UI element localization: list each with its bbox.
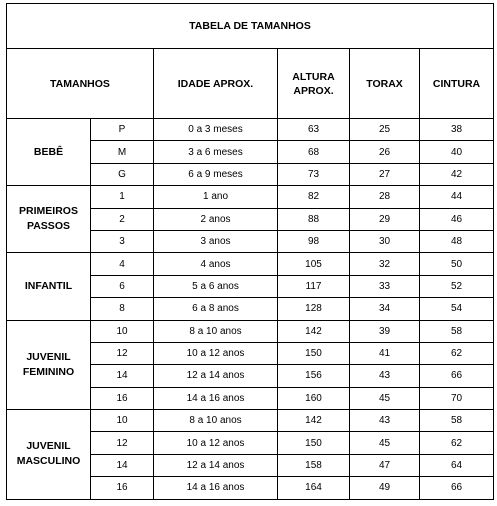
chest-cell: 49	[350, 477, 420, 499]
size-cell: 16	[91, 477, 154, 499]
age-cell: 6 a 9 meses	[154, 163, 278, 185]
group-name-line1: JUVENIL	[26, 440, 71, 453]
group-name-line1: PRIMEIROS	[19, 205, 78, 218]
size-cell: 10	[91, 410, 154, 432]
waist-cell: 62	[420, 432, 494, 454]
size-cell: P	[91, 119, 154, 141]
height-cell: 164	[278, 477, 350, 499]
header-cintura: CINTURA	[420, 49, 494, 119]
chest-cell: 39	[350, 320, 420, 342]
size-cell: 14	[91, 365, 154, 387]
header-tamanhos: TAMANHOS	[7, 49, 154, 119]
size-cell: 3	[91, 230, 154, 252]
header-altura-line2: APROX.	[293, 84, 334, 97]
size-cell: 12	[91, 342, 154, 364]
height-cell: 82	[278, 186, 350, 208]
header-idade: IDADE APROX.	[154, 49, 278, 119]
chest-cell: 43	[350, 365, 420, 387]
header-torax: TORAX	[350, 49, 420, 119]
waist-cell: 64	[420, 454, 494, 476]
size-table	[6, 3, 494, 500]
size-cell: 16	[91, 387, 154, 409]
waist-cell: 40	[420, 141, 494, 163]
group-name-cell	[7, 186, 91, 253]
table-row	[7, 119, 494, 141]
height-cell: 142	[278, 410, 350, 432]
group-name-cell	[7, 253, 91, 320]
chest-cell: 27	[350, 163, 420, 185]
group-name-cell	[7, 320, 91, 410]
height-cell: 117	[278, 275, 350, 297]
age-cell: 8 a 10 anos	[154, 320, 278, 342]
height-cell: 158	[278, 454, 350, 476]
chest-cell: 26	[350, 141, 420, 163]
size-cell: 14	[91, 454, 154, 476]
chest-cell: 45	[350, 387, 420, 409]
age-cell: 4 anos	[154, 253, 278, 275]
age-cell: 14 a 16 anos	[154, 477, 278, 499]
group-name-line2: PASSOS	[27, 220, 70, 233]
height-cell: 150	[278, 432, 350, 454]
header-altura	[278, 49, 350, 119]
table-row	[7, 320, 494, 342]
waist-cell: 50	[420, 253, 494, 275]
waist-cell: 42	[420, 163, 494, 185]
age-cell: 5 a 6 anos	[154, 275, 278, 297]
group-name-line1: JUVENIL	[26, 350, 71, 363]
waist-cell: 62	[420, 342, 494, 364]
title-row	[7, 4, 494, 49]
group-name-line2: FEMININO	[22, 365, 75, 378]
size-cell: 4	[91, 253, 154, 275]
waist-cell: 70	[420, 387, 494, 409]
waist-cell: 58	[420, 410, 494, 432]
group-name-line1: INFANTIL	[24, 279, 73, 292]
age-cell: 0 a 3 meses	[154, 119, 278, 141]
chest-cell: 45	[350, 432, 420, 454]
chest-cell: 30	[350, 230, 420, 252]
height-cell: 63	[278, 119, 350, 141]
table-row	[7, 410, 494, 432]
age-cell: 3 anos	[154, 230, 278, 252]
chest-cell: 34	[350, 298, 420, 320]
waist-cell: 52	[420, 275, 494, 297]
chest-cell: 41	[350, 342, 420, 364]
height-cell: 160	[278, 387, 350, 409]
chest-cell: 33	[350, 275, 420, 297]
group-name-cell	[7, 410, 91, 500]
height-cell: 105	[278, 253, 350, 275]
height-cell: 88	[278, 208, 350, 230]
waist-cell: 66	[420, 477, 494, 499]
height-cell: 150	[278, 342, 350, 364]
waist-cell: 44	[420, 186, 494, 208]
header-row	[7, 49, 494, 119]
waist-cell: 66	[420, 365, 494, 387]
size-cell: 12	[91, 432, 154, 454]
size-cell: 6	[91, 275, 154, 297]
height-cell: 73	[278, 163, 350, 185]
chest-cell: 28	[350, 186, 420, 208]
chest-cell: 43	[350, 410, 420, 432]
waist-cell: 46	[420, 208, 494, 230]
age-cell: 10 a 12 anos	[154, 432, 278, 454]
table-body	[7, 4, 494, 500]
age-cell: 14 a 16 anos	[154, 387, 278, 409]
size-cell: 8	[91, 298, 154, 320]
size-cell: M	[91, 141, 154, 163]
waist-cell: 38	[420, 119, 494, 141]
table-row	[7, 253, 494, 275]
size-cell: 10	[91, 320, 154, 342]
height-cell: 156	[278, 365, 350, 387]
height-cell: 128	[278, 298, 350, 320]
table-row	[7, 186, 494, 208]
group-name-cell	[7, 119, 91, 186]
group-name-line2: MASCULINO	[16, 455, 81, 468]
age-cell: 12 a 14 anos	[154, 365, 278, 387]
age-cell: 8 a 10 anos	[154, 410, 278, 432]
chest-cell: 32	[350, 253, 420, 275]
age-cell: 12 a 14 anos	[154, 454, 278, 476]
waist-cell: 58	[420, 320, 494, 342]
waist-cell: 54	[420, 298, 494, 320]
age-cell: 10 a 12 anos	[154, 342, 278, 364]
waist-cell: 48	[420, 230, 494, 252]
height-cell: 98	[278, 230, 350, 252]
table-title: TABELA DE TAMANHOS	[7, 4, 494, 49]
age-cell: 3 a 6 meses	[154, 141, 278, 163]
age-cell: 2 anos	[154, 208, 278, 230]
age-cell: 6 a 8 anos	[154, 298, 278, 320]
height-cell: 68	[278, 141, 350, 163]
chest-cell: 25	[350, 119, 420, 141]
chest-cell: 29	[350, 208, 420, 230]
size-cell: 1	[91, 186, 154, 208]
size-cell: G	[91, 163, 154, 185]
age-cell: 1 ano	[154, 186, 278, 208]
chest-cell: 47	[350, 454, 420, 476]
header-altura-line1: ALTURA	[292, 70, 335, 83]
group-name-line1: BEBÊ	[33, 145, 64, 158]
size-cell: 2	[91, 208, 154, 230]
height-cell: 142	[278, 320, 350, 342]
